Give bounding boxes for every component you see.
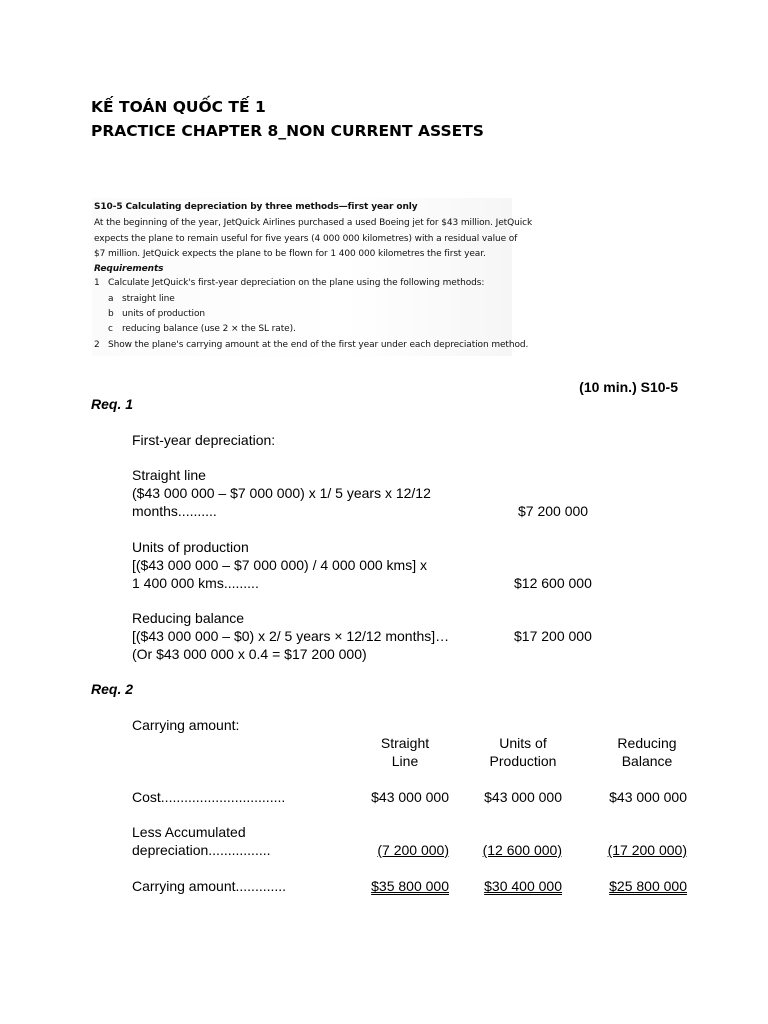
carrying-units-production: $30 400 000: [484, 878, 562, 894]
reducing-balance-formula: [($43 000 000 – $0) x 2/ 5 years × 12/12 months]…: [132, 628, 450, 644]
cost-label: Cost................................: [132, 789, 286, 805]
straight-line-formula-cont: months..........: [132, 503, 217, 519]
req2-label: Req. 2: [91, 681, 134, 697]
accum-straight-line: (7 200 000): [377, 842, 449, 858]
units-production-title: Units of production: [132, 539, 249, 555]
reducing-balance-title: Reducing balance: [132, 610, 245, 626]
document-subtitle: PRACTICE CHAPTER 8_NON CURRENT ASSETS: [91, 122, 484, 140]
excerpt-heading: S10-5 Calculating depreciation by three methods—first year only: [94, 202, 418, 212]
carrying-amount-label: Carrying amount.............: [132, 878, 287, 894]
column-header-straight-line: Straight Line: [380, 735, 430, 769]
exercise-reference: (10 min.) S10-5: [579, 379, 678, 395]
excerpt-line: $7 million. JetQuick expects the plane to be flown for 1 400 000 kilometres the first year.: [94, 249, 486, 259]
excerpt-requirement-1: 1 Calculate JetQuick's first-year depreciation on the plane using the following methods:: [94, 278, 485, 288]
straight-line-title: Straight line: [132, 467, 206, 483]
cost-units-production: $43 000 000: [484, 789, 562, 805]
excerpt-requirement-a: a straight line: [108, 294, 175, 304]
reducing-balance-amount: $17 200 000: [514, 628, 592, 644]
straight-line-formula: ($43 000 000 – $7 000 000) x 1/ 5 years x 12/12: [132, 485, 431, 501]
units-production-amount: $12 600 000: [514, 575, 592, 591]
excerpt-requirement-b: b units of production: [108, 309, 205, 319]
units-production-formula-cont: 1 400 000 kms.........: [132, 575, 259, 591]
units-production-formula: [($43 000 000 – $7 000 000) / 4 000 000 kms] x: [132, 557, 427, 573]
accum-units-production: (12 600 000): [482, 842, 562, 858]
excerpt-requirements-label: Requirements: [94, 264, 164, 274]
carrying-amount-heading: Carrying amount:: [132, 717, 240, 733]
first-year-heading: First-year depreciation:: [132, 432, 276, 448]
accum-reducing-balance: (17 200 000): [607, 842, 687, 858]
column-header-reducing-balance: Reducing Balance: [617, 735, 677, 769]
carrying-straight-line: $35 800 000: [371, 878, 449, 894]
excerpt-line: expects the plane to remain useful for five years (4 000 000 kilometres) with a residual value of: [94, 234, 518, 244]
carrying-reducing-balance: $25 800 000: [609, 878, 687, 894]
cost-reducing-balance: $43 000 000: [609, 789, 687, 805]
column-header-units-production: Units of Production: [489, 735, 557, 769]
excerpt-requirement-c: c reducing balance (use 2 × the SL rate).: [108, 324, 296, 334]
document-title: KẾ TOÁN QUỐC TẾ 1: [91, 98, 266, 116]
excerpt-line: At the beginning of the year, JetQuick Airlines purchased a used Boeing jet for $43 million. JetQuick: [94, 218, 533, 228]
excerpt-requirement-2: 2 Show the plane's carrying amount at the end of the first year under each depreciation method.: [94, 340, 529, 350]
accumulated-depreciation-label: Less Accumulated: [132, 824, 246, 840]
cost-straight-line: $43 000 000: [371, 789, 449, 805]
reducing-balance-alternative: (Or $43 000 000 x 0.4 = $17 200 000): [132, 646, 367, 662]
textbook-excerpt-image: [92, 198, 533, 356]
accumulated-depreciation-label-cont: depreciation................: [132, 842, 271, 858]
req1-label: Req. 1: [91, 396, 134, 412]
straight-line-amount: $7 200 000: [518, 503, 589, 519]
